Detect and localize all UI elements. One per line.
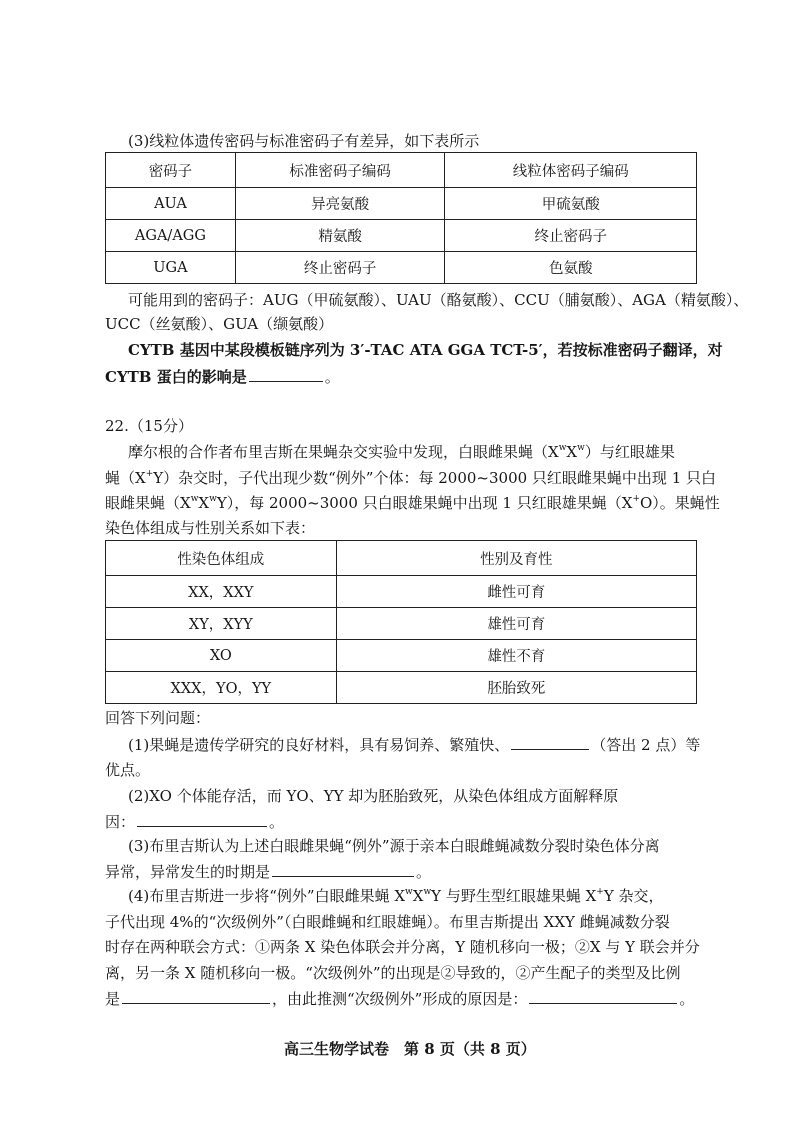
page-footer: 高三生物学试卷 第 8 页（共 8 页） bbox=[284, 1040, 536, 1058]
text: 。 bbox=[269, 813, 285, 831]
text: 异常，异常发生的时期是 bbox=[105, 863, 271, 881]
codon-table-header-cell: 线粒体密码子编码 bbox=[445, 153, 697, 188]
q22-number: 22.（15分） bbox=[105, 417, 193, 435]
text: Y 杂交， bbox=[603, 887, 664, 905]
superscript: + bbox=[632, 494, 640, 504]
q21-part3-intro: (3)线粒体遗传密码与标准密码子有差异，如下表所示 bbox=[128, 132, 480, 150]
codon-table-row bbox=[106, 220, 697, 252]
text: (4)布里吉斯进一步将“例外”白眼雌果蝇 X bbox=[128, 887, 406, 905]
sex-table-row bbox=[106, 608, 697, 640]
chromosome-cell: XY，XYY bbox=[106, 608, 337, 640]
text: X bbox=[412, 887, 424, 905]
sub-question-2: (2)XO 个体能存活，而 YO、YY 却为胚胎致死，从染色体组成方面解释原 bbox=[128, 787, 619, 805]
standard-coding-cell: 异亮氨酸 bbox=[235, 188, 445, 220]
superscript: w bbox=[558, 443, 567, 453]
mito-coding-cell: 终止密码子 bbox=[445, 220, 697, 252]
cytb-question-line bbox=[105, 366, 340, 387]
sex-table-header bbox=[106, 541, 697, 576]
fertility-cell: 雌性可育 bbox=[336, 576, 696, 608]
mito-coding-cell: 甲硫氨酸 bbox=[445, 188, 697, 220]
superscript: + bbox=[596, 887, 604, 897]
codon-list-line2: UCC（丝氨酸）、GUA（缬氨酸） bbox=[105, 315, 334, 333]
text: X bbox=[198, 494, 210, 512]
codon-cell: AUA bbox=[106, 188, 236, 220]
codon-list-line1: 可能用到的密码子：AUG（甲硫氨酸）、UAU（酪氨酸）、CCU（脯氨酸）、AGA（精氨酸）、 bbox=[128, 291, 749, 309]
sub-question-1-cont: 优点。 bbox=[105, 761, 151, 779]
text: X bbox=[566, 443, 578, 461]
sex-table-row bbox=[106, 640, 697, 672]
fertility-cell: 雄性可育 bbox=[336, 608, 696, 640]
chromosome-cell: XXX，YO，YY bbox=[106, 672, 337, 704]
text: ）与红眼雄果 bbox=[584, 443, 675, 461]
fertility-cell: 雄性不育 bbox=[336, 640, 696, 672]
chromosome-cell: XX，XXY bbox=[106, 576, 337, 608]
text: 眼雌果蝇（X bbox=[105, 494, 191, 512]
text: 。 bbox=[679, 990, 695, 1008]
text: Y 与野生型红眼雄果蝇 X bbox=[431, 887, 597, 905]
answer-blank-2[interactable] bbox=[137, 811, 267, 827]
sex-table-row bbox=[106, 576, 697, 608]
sub-question-4-line1 bbox=[128, 886, 664, 906]
superscript: w bbox=[190, 494, 199, 504]
standard-coding-cell: 终止密码子 bbox=[235, 252, 445, 284]
q22-para-line3 bbox=[105, 493, 720, 513]
superscript: w bbox=[577, 443, 585, 453]
sex-table-header-cell: 性别及育性 bbox=[336, 541, 696, 576]
sex-table-header-cell: 性染色体组成 bbox=[106, 541, 337, 576]
sex-table-row bbox=[106, 672, 697, 704]
sub-question-4-line5 bbox=[105, 988, 694, 1009]
fertility-cell: 胚胎致死 bbox=[336, 672, 696, 704]
text: Y）杂交时，子代出现少数“例外”个体：每 2000~3000 只红眼雌果蝇中出现 1 只白 bbox=[153, 469, 717, 487]
text: 蝇（X bbox=[105, 469, 146, 487]
text: 因： bbox=[105, 813, 136, 831]
answer-blank-4b[interactable] bbox=[529, 988, 677, 1004]
text: 摩尔根的合作者布里吉斯在果蝇杂交实验中发现，白眼雌果蝇（X bbox=[128, 443, 559, 461]
text: Y），每 2000~3000 只白眼雄果蝇中出现 1 只红眼雄果蝇（X bbox=[216, 494, 633, 512]
answer-blank-4a[interactable] bbox=[122, 988, 270, 1004]
sub-question-4-line4: 离，另一条 X 随机移向一极。“次级例外”的出现是②导致的，②产生配子的类型及比例 bbox=[105, 964, 681, 982]
sub-question-3-cont bbox=[105, 861, 431, 882]
text: O）。果蝇性 bbox=[639, 494, 720, 512]
superscript: w bbox=[209, 494, 217, 504]
q22-para-line1 bbox=[128, 442, 675, 462]
sub-question-2-cont bbox=[105, 811, 284, 832]
codon-cell: UGA bbox=[106, 252, 236, 284]
codon-table-header-cell: 密码子 bbox=[106, 153, 236, 188]
superscript: + bbox=[145, 469, 154, 479]
sub-question-4-line2: 子代出现 4%的“次级例外”（白眼雌蝇和红眼雄蝇）。布里吉斯提出 XXY 雌蝇减数分裂 bbox=[105, 913, 670, 931]
answer-blank-3[interactable] bbox=[272, 861, 414, 877]
codon-table-row bbox=[106, 252, 697, 284]
codon-table-header bbox=[106, 153, 697, 188]
text: （答出 2 点）等 bbox=[591, 736, 701, 754]
sub-question-3: (3)布里吉斯认为上述白眼雌果蝇“例外”源于亲本白眼雌蝇减数分裂时染色体分离 bbox=[128, 837, 660, 855]
codon-table-row bbox=[106, 188, 697, 220]
mito-coding-cell: 色氨酸 bbox=[445, 252, 697, 284]
superscript: w bbox=[423, 887, 432, 897]
text: ，由此推测“次级例外”形成的原因是： bbox=[272, 990, 528, 1008]
q22-para-line4: 染色体组成与性别关系如下表： bbox=[105, 519, 316, 537]
cytb-sequence-line: CYTB 基因中某段模板链序列为 3′-TAC ATA GGA TCT-5′，若按标准密码子翻译，对 bbox=[128, 341, 723, 359]
punct: 。 bbox=[324, 368, 340, 386]
text: 是 bbox=[105, 990, 121, 1008]
codon-cell: AGA/AGG bbox=[106, 220, 236, 252]
q22-para-line2 bbox=[105, 468, 716, 488]
chromosome-cell: XO bbox=[106, 640, 337, 672]
sub-question-4-line3: 时存在两种联会方式：①两条 X 染色体联会并分离，Y 随机移向一极；②X 与 Y 联会并分 bbox=[105, 938, 700, 956]
cytb-question-text: CYTB 蛋白的影响是 bbox=[105, 368, 247, 386]
text: 。 bbox=[416, 863, 432, 881]
text: (1)果蝇是遗传学研究的良好材料，具有易饲养、繁殖快、 bbox=[128, 736, 510, 754]
sex-chromosome-table bbox=[105, 540, 697, 704]
answer-blank-1[interactable] bbox=[511, 734, 589, 750]
codon-table bbox=[105, 152, 697, 284]
superscript: w bbox=[405, 887, 413, 897]
answer-blank-cytb[interactable] bbox=[249, 366, 323, 382]
codon-table-header-cell: 标准密码子编码 bbox=[235, 153, 445, 188]
sub-question-1 bbox=[128, 734, 700, 755]
standard-coding-cell: 精氨酸 bbox=[235, 220, 445, 252]
answer-intro: 回答下列问题： bbox=[105, 709, 211, 727]
